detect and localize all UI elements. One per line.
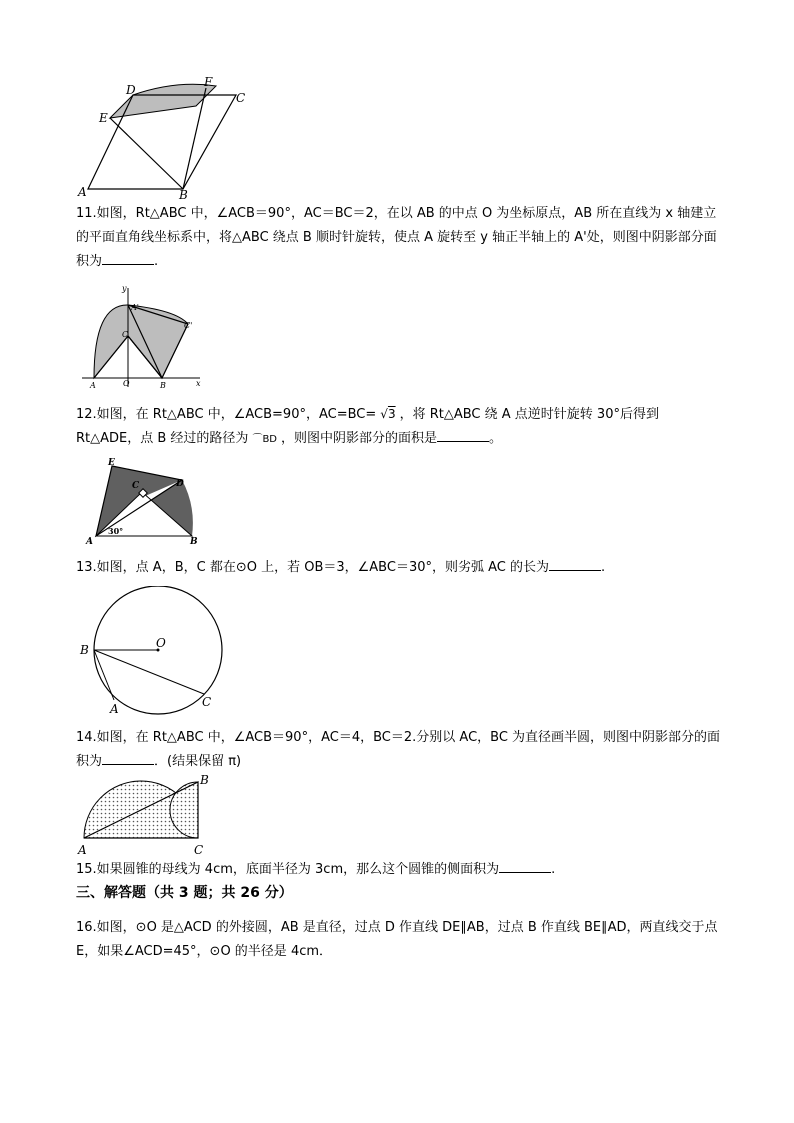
sqrt-expression: √3 [380,407,396,421]
label-c: C [202,695,212,709]
label-a: A [78,185,87,199]
question-12: 12.如图，在 Rt△ABC 中，∠ACB=90°，AC=BC= √3 ，将 Rt△ABC 绕 A 点逆时针旋转 30°后得到 Rt△ADE，点 B 经过的路径为 ⌒BD ，则图中阴影部分的面积是 。 [76,407,659,446]
segment-ba [94,650,114,700]
label-b: B [80,643,89,657]
label-c: C [236,91,246,105]
figure-q14 [76,772,216,858]
angle-label: 30° [108,526,124,536]
question-16: 16.如图，⊙O 是△ACD 的外接圆，AB 是直径，过点 D 作直线 DE∥AB，过点 B 作直线 BE∥AD，两直线交于点 E，如果∠ACD=45°，⊙O 的半径是 4cm． [76,920,718,959]
label-b: B [200,773,209,787]
shaded-region [94,305,188,378]
label-o: O [123,379,130,388]
label-a-prime: A' [131,303,139,312]
label-c: C [122,330,129,339]
question-15: 15.如果圆锥的母线为 4cm，底面半径为 3cm，那么这个圆锥的侧面积为 . [76,858,721,882]
label-e: E [99,111,108,125]
figure-q10 [76,76,266,200]
label-c: C [194,843,204,857]
label-b: B [179,188,188,200]
answer-blank-14[interactable] [102,750,154,765]
label-a: A [78,843,87,857]
answer-blank-11[interactable] [102,250,154,265]
label-a: A [90,381,96,390]
segment-bc [94,650,204,694]
label-x: x [196,379,201,388]
answer-blank-12[interactable] [437,427,489,442]
label-f: F [204,76,213,89]
label-d: D [126,83,136,97]
answer-blank-13[interactable] [549,556,601,571]
segment-eb [110,118,183,189]
label-d: D [176,479,184,489]
label-y: y [122,284,127,293]
question-11: 11.如图，Rt△ABC 中，∠ACB＝90°，AC＝BC＝2，在以 AB 的中点 O 为坐标原点，AB 所在直线为 x 轴建立的平面直角线坐标系中，将△ABC 绕点 B 顺时针旋转，使点 A 旋转至 y 轴正半轴上的 A'处，则图中阴影部分面积为 . [76,206,717,269]
question-13: 13.如图，点 A，B，C 都在⊙O 上，若 OB＝3，∠ABC＝30°，则劣弧 AC 的长为 . [76,556,721,580]
section-title: 三、解答题（共 3 题；共 26 分） [76,885,293,901]
label-c-prime: C' [184,321,193,330]
figure-q12 [84,456,204,546]
label-a: A [110,702,119,716]
label-b: B [190,537,198,546]
figure-q11 [76,282,206,392]
answer-blank-15[interactable] [499,858,551,873]
label-a: A [86,537,93,546]
label-o: O [156,636,166,650]
figure-q13 [76,586,226,716]
label-b: B [160,381,166,390]
label-c: C [132,481,140,491]
label-e: E [108,458,115,468]
arc-symbol: ⌒BD [252,434,277,445]
question-14: 14.如图，在 Rt△ABC 中，∠ACB＝90°，AC＝4，BC＝2.分别以 AC，BC 为直径画半圆，则图中阴影部分的面积为 ．(结果保留 π) [76,730,721,769]
